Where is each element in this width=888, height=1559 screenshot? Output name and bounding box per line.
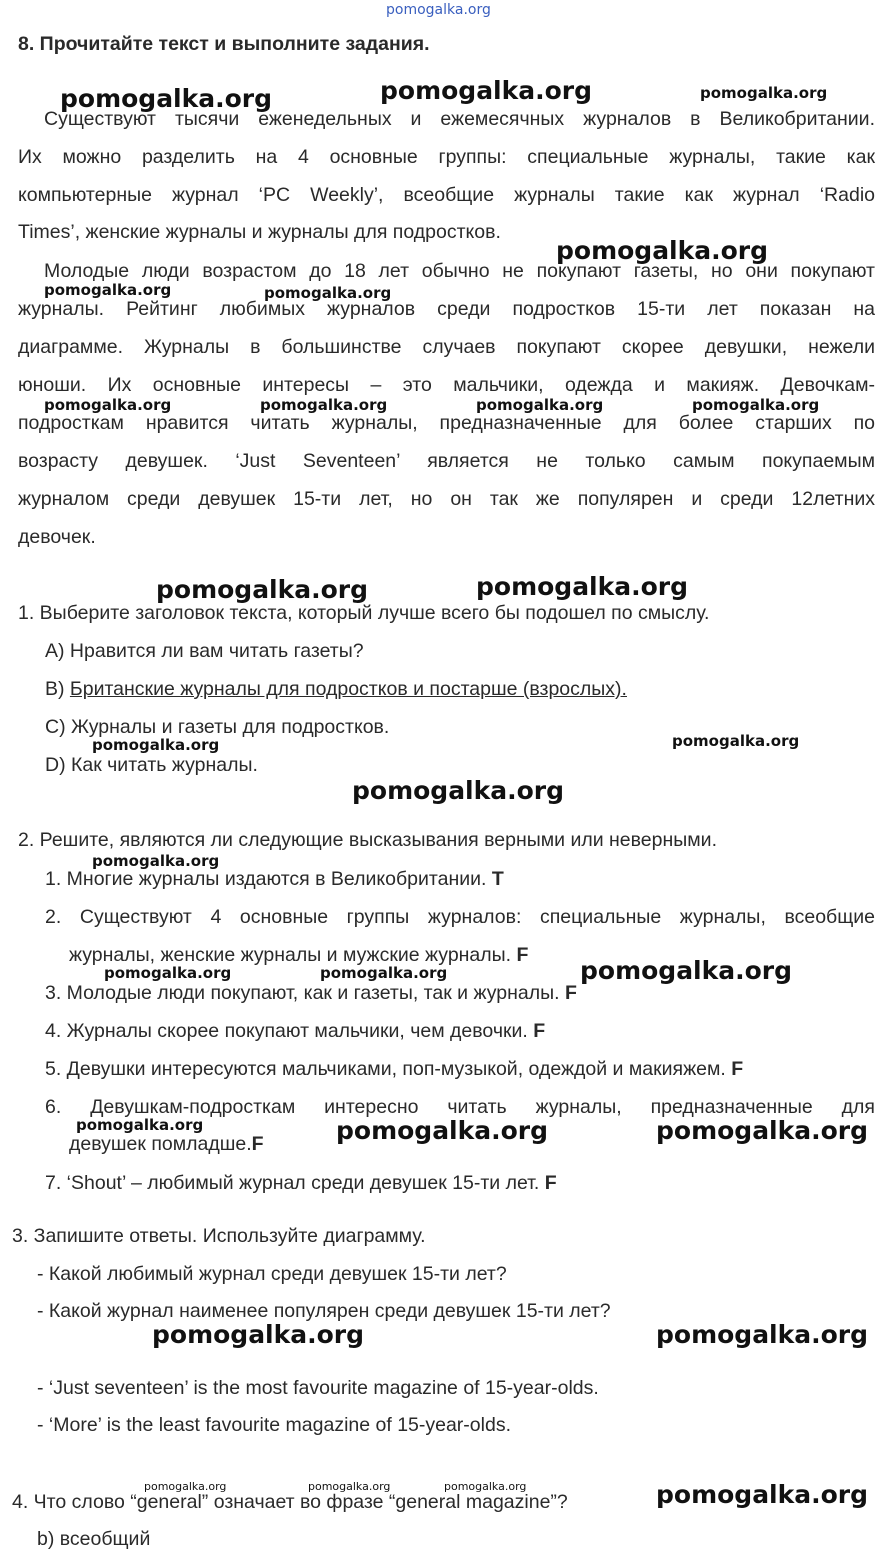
q2-s7-answer: F bbox=[544, 1172, 557, 1194]
q1-question: 1. Выберите заголовок текста, который лучше всего бы подошел по смыслу. bbox=[18, 602, 710, 624]
watermark: pomogalka.org bbox=[44, 396, 172, 414]
q2-s2-answer: F bbox=[516, 944, 529, 966]
q2-s3-text: 3. Молодые люди покупают, как и газеты, так и журналы. bbox=[45, 982, 560, 1004]
q2-statement-6-line-1: 6. Девушкам-подросткам интересно читать журналы, предназначенные для bbox=[45, 1096, 875, 1118]
q3-item-1: - Какой любимый журнал среди девушек 15-ти лет? bbox=[37, 1263, 507, 1285]
watermark: pomogalka.org bbox=[692, 396, 820, 414]
watermark: pomogalka.org bbox=[380, 76, 593, 105]
p2-line-8: девочек. bbox=[18, 526, 96, 548]
p1-line-4: Times’, женские журналы и журналы для подростков. bbox=[18, 221, 501, 243]
q2-statement-7 bbox=[45, 1172, 557, 1195]
q2-s5-text: 5. Девушки интересуются мальчиками, поп-музыкой, одеждой и макияжем. bbox=[45, 1058, 726, 1080]
q2-s1-answer: T bbox=[491, 868, 504, 890]
q3-answer-2: - ‘More’ is the least favourite magazine of 15-year-olds. bbox=[37, 1414, 511, 1436]
watermark: pomogalka.org bbox=[92, 736, 220, 754]
q2-s4-text: 4. Журналы скорее покупают мальчики, чем девочки. bbox=[45, 1020, 528, 1042]
q1-option-b bbox=[45, 678, 627, 701]
watermark: pomogalka.org bbox=[672, 732, 800, 750]
watermark: pomogalka.org bbox=[260, 396, 388, 414]
watermark: pomogalka.org bbox=[144, 1480, 227, 1493]
p2-line-3: диаграмме. Журналы в большинстве случаев покупают скорее девушки, нежели bbox=[18, 336, 875, 358]
watermark: pomogalka.org bbox=[76, 1116, 204, 1134]
watermark: pomogalka.org bbox=[556, 236, 769, 265]
q1-option-b-prefix: B) bbox=[45, 678, 70, 700]
watermark: pomogalka.org bbox=[656, 1480, 869, 1509]
p2-line-5: подросткам нравится читать журналы, предназначенные для более старших по bbox=[18, 412, 875, 434]
q2-s4-answer: F bbox=[533, 1020, 546, 1042]
q2-statement-3 bbox=[45, 982, 577, 1005]
q2-statement-4 bbox=[45, 1020, 545, 1043]
watermark: pomogalka.org bbox=[336, 1116, 549, 1145]
watermark: pomogalka.org bbox=[476, 396, 604, 414]
q2-s6-text: девушек помладше. bbox=[69, 1133, 252, 1155]
watermark: pomogalka.org bbox=[308, 1480, 391, 1493]
p2-line-6: возрасту девушек. ‘Just Seventeen’ является не только самым покупаемым bbox=[18, 450, 875, 472]
watermark: pomogalka.org bbox=[156, 575, 369, 604]
q2-statement-2-line-1: 2. Существуют 4 основные группы журналов: специальные журналы, всеобщие bbox=[45, 906, 875, 928]
task-title: 8. Прочитайте текст и выполните задания. bbox=[18, 33, 430, 55]
p2-line-7: журналом среди девушек 15-ти лет, но он так же популярен и среди 12летних bbox=[18, 488, 875, 510]
q2-question: 2. Решите, являются ли следующие высказывания верными или неверными. bbox=[18, 829, 717, 851]
watermark: pomogalka.org bbox=[476, 572, 689, 601]
q1-option-c: C) Журналы и газеты для подростков. bbox=[45, 716, 390, 738]
q2-statement-1 bbox=[45, 868, 504, 891]
q1-option-b-answer: Британские журналы для подростков и постарше (взрослых). bbox=[69, 678, 627, 700]
watermark: pomogalka.org bbox=[352, 776, 565, 805]
q2-s3-answer: F bbox=[564, 982, 577, 1004]
q1-option-a: A) Нравится ли вам читать газеты? bbox=[45, 640, 364, 662]
watermark: pomogalka.org bbox=[264, 284, 392, 302]
q2-s2-text: журналы, женские журналы и мужские журналы. bbox=[69, 944, 512, 966]
watermark: pomogalka.org bbox=[700, 84, 828, 102]
watermark: pomogalka.org bbox=[92, 852, 220, 870]
q2-s7-text: 7. ‘Shout’ – любимый журнал среди девушек 15-ти лет. bbox=[45, 1172, 540, 1194]
q2-s1-text: 1. Многие журналы издаются в Великобритании. bbox=[45, 868, 487, 890]
q1-option-d: D) Как читать журналы. bbox=[45, 754, 258, 776]
q2-statement-5 bbox=[45, 1058, 743, 1081]
p1-line-2: Их можно разделить на 4 основные группы: специальные журналы, такие как bbox=[18, 146, 875, 168]
watermark: pomogalka.org bbox=[580, 956, 793, 985]
q3-item-2: - Какой журнал наименее популярен среди девушек 15-ти лет? bbox=[37, 1300, 611, 1322]
p2-line-1: Молодые люди возрастом до 18 лет обычно не покупают газеты, но они покупают bbox=[44, 260, 875, 282]
p2-line-2: журналы. Рейтинг любимых журналов среди подростков 15-ти лет показан на bbox=[18, 298, 875, 320]
watermark: pomogalka.org bbox=[320, 964, 448, 982]
watermark: pomogalka.org bbox=[444, 1480, 527, 1493]
q2-s6-answer: F bbox=[251, 1133, 264, 1155]
watermark: pomogalka.org bbox=[104, 964, 232, 982]
q4-question: 4. Что слово “general” означает во фразе “general magazine”? bbox=[12, 1491, 568, 1513]
q4-answer: b) всеобщий bbox=[37, 1528, 151, 1550]
watermark: pomogalka.org bbox=[656, 1116, 869, 1145]
watermark: pomogalka.org bbox=[152, 1320, 365, 1349]
q3-answer-1: - ‘Just seventeen’ is the most favourite magazine of 15-year-olds. bbox=[37, 1377, 599, 1399]
q2-s5-answer: F bbox=[731, 1058, 744, 1080]
watermark-top: pomogalka.org bbox=[386, 2, 491, 18]
p2-line-4: юноши. Их основные интересы – это мальчики, одежда и макияж. Девочкам- bbox=[18, 374, 875, 396]
watermark: pomogalka.org bbox=[656, 1320, 869, 1349]
watermark: pomogalka.org bbox=[44, 281, 172, 299]
watermark: pomogalka.org bbox=[60, 84, 273, 113]
p1-line-1: Существуют тысячи еженедельных и ежемесячных журналов в Великобритании. bbox=[44, 108, 875, 130]
q3-question: 3. Запишите ответы. Используйте диаграмму. bbox=[12, 1225, 426, 1247]
q2-statement-6-line-2 bbox=[69, 1133, 264, 1156]
p1-line-3: компьютерные журнал ‘PC Weekly’, всеобщие журналы такие как журнал ‘Radio bbox=[18, 184, 875, 206]
